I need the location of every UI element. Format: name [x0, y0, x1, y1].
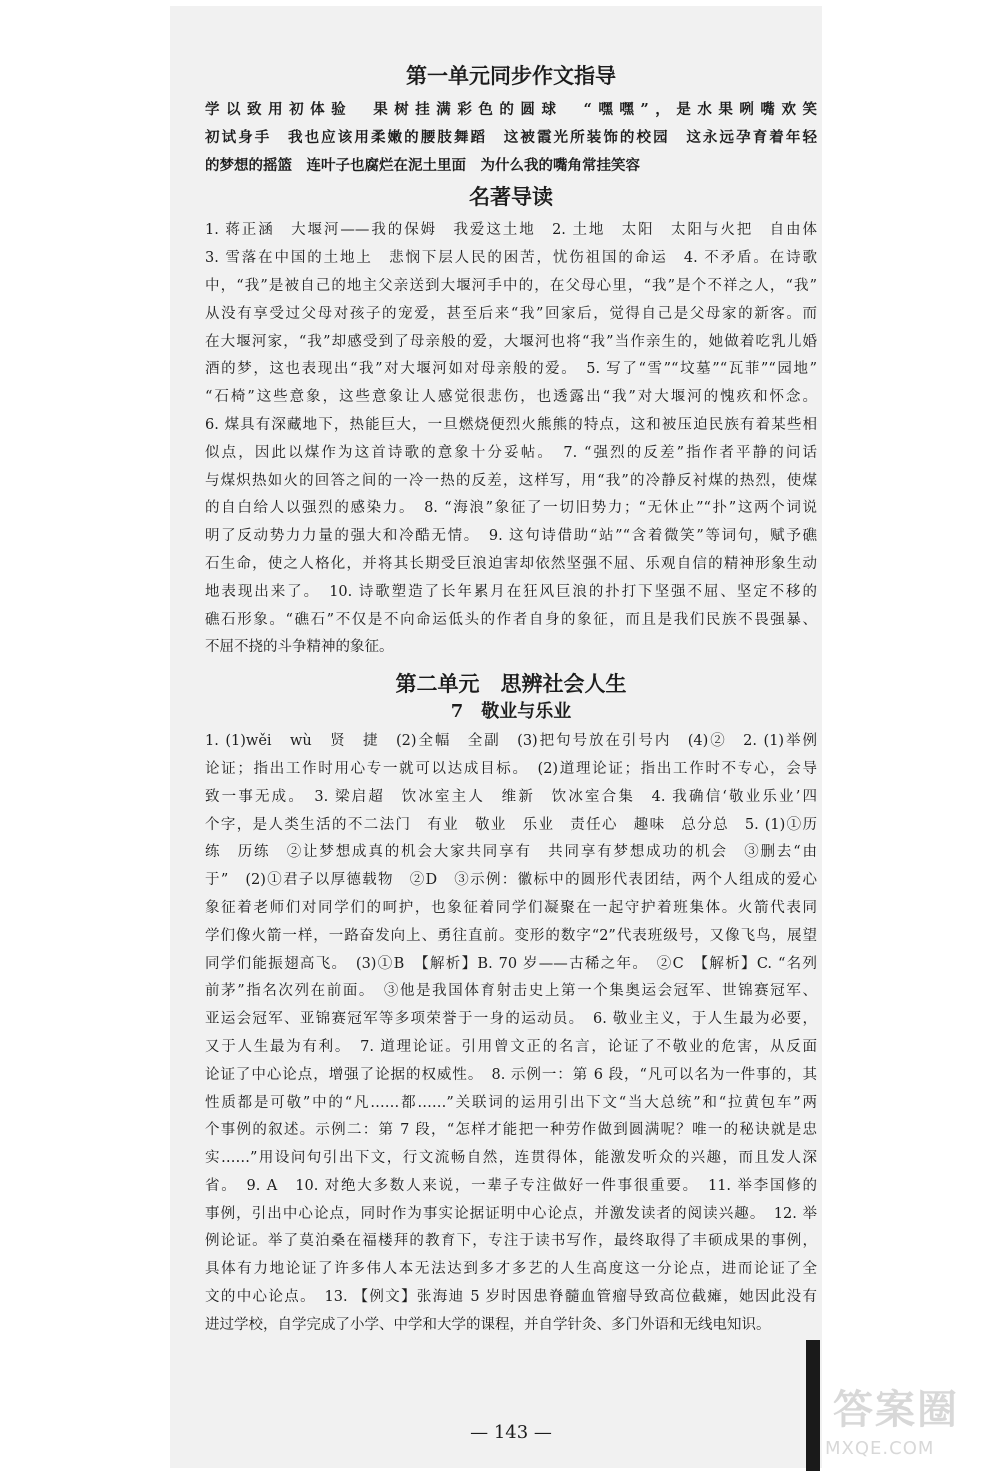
- text-line: 6. 煤具有深藏地下，热能巨大，一旦燃烧便烈火熊熊的特点，这和被压迫民族有着某些相: [205, 416, 817, 433]
- section-title-unit2: 第二单元 思辨社会人生: [395, 671, 627, 697]
- text-line: 致一事无成。 3. 梁启超 饮冰室主人 维新 饮冰室合集 4. 我确信‘敬业乐业’四: [205, 788, 817, 805]
- text-line: 事例，引出中心论点，同时作为事实论据证明中心论点，并激发读者的阅读兴趣。 12. 举: [205, 1205, 817, 1222]
- section-unit1-writing-body: [205, 96, 817, 179]
- watermark-site: MXQE.COM: [825, 1438, 935, 1459]
- text-line: 进过学校，自学完成了小学、中学和大学的课程，并自学针灸、多门外语和无线电知识。: [205, 1316, 771, 1333]
- text-line: 酒的梦，这也表现出“我”对大堰河如对母亲般的爱。 5. 写了“雪”“坟墓”“瓦菲”“园地”: [205, 361, 817, 378]
- text-line: “石椅”这些意象，这些意象让人感觉很悲伤，也透露出“我”对大堰河的愧疚和怀念。: [205, 389, 817, 406]
- text-line: 个事例的叙述。示例二：第 7 段，“怎样才能把一种劳作做到圆满呢？唯一的秘诀就是忠: [205, 1122, 817, 1139]
- text-line: 象征着老师们对同学们的呵护，也象征着同学们凝聚在一起守护着班集体。火箭代表同: [205, 899, 817, 916]
- text-line: 明了反动势力力量的强大和冷酷无情。 9. 这句诗借助“站”“含着微笑”等词句，赋予礁: [205, 528, 817, 545]
- watermark-logo: [825, 1378, 1000, 1464]
- text-line: 同学们能振翅高飞。 (3)①B 【解析】B. 70 岁——古稀之年。 ②C 【解析】C. “名列: [205, 955, 817, 972]
- text-line: 3. 雪落在中国的土地上 悲悯下层人民的困苦，忧伤祖国的命运 4. 不矛盾。在诗歌: [205, 250, 817, 267]
- section-classics-body: [205, 217, 817, 662]
- text-line: 文的中心论点。 13. 【例文】张海迪 5 岁时因患脊髓血管瘤导致高位截瘫，她因此没有: [205, 1289, 817, 1306]
- text-line: 论证了中心论点，增强了论据的权威性。 8. 示例一：第 6 段，“凡可以名为一件事的，其: [205, 1066, 817, 1083]
- text-line: 1. (1)wěi wù 贤 捷 (2)全幅 全副 (3)把句号放在引号内 (4)② 2. (1)举例: [205, 733, 817, 750]
- text-line: 似点，因此以煤作为这首诗歌的意象十分妥帖。 7. “强烈的反差”指作者平静的问话: [205, 444, 817, 461]
- text-line: 练 历练 ②让梦想成真的机会大家共同享有 共同享有梦想成功的机会 ③删去“由: [205, 844, 817, 861]
- text-line: 的自白给人以强烈的感染力。 8. “海浪”象征了一切旧势力；“无休止”“扑”这两个词说: [205, 500, 817, 517]
- text-line: 论证；指出工作时用心专一就可以达成目标。 (2)道理论证；指出工作时不专心，会导: [205, 760, 817, 777]
- text-line: 石生命，使之人格化，并将其长期受巨浪迫害却依然坚强不屈、乐观自信的精神形象生动: [205, 555, 817, 572]
- text-line: 实……”用设问句引出下文，行文流畅自然，连贯得体，能激发听众的兴趣，而且发人深: [205, 1150, 817, 1167]
- text-line: 学们像火箭一样，一路奋发向上、勇往直前。变形的数字“2”代表班级号，又像飞鸟，展望: [205, 927, 817, 944]
- text-line: 性质都是可敬”中的“凡……都……”关联词的运用引出下文“当大总统”和“拉黄包车”两: [205, 1094, 817, 1111]
- text-line: 个字，是人类生活的不二法门 有业 敬业 乐业 责任心 趣味 总分总 5. (1)①历: [205, 816, 817, 833]
- text-line: 前茅”指名次列在前面。 ③他是我国体育射击史上第一个集奥运会冠军、世锦赛冠军、: [205, 983, 817, 1000]
- section-title-unit1-writing: 第一单元同步作文指导: [406, 63, 616, 88]
- text-line: 初试身手 我也应该用柔嫩的腰肢舞蹈 这被霞光所装饰的校园 这永远孕育着年轻: [205, 128, 817, 146]
- text-line: 学以致用初体验 果树挂满彩色的圆球 “嘿嘿”，是水果咧嘴欢笑: [205, 101, 817, 118]
- page-number: — 143 —: [470, 1422, 552, 1443]
- text-line: 1. 蒋正涵 大堰河——我的保姆 我爱这土地 2. 土地 太阳 太阳与火把 自由体: [205, 222, 817, 239]
- page-content: [205, 62, 817, 1340]
- text-line: 中，“我”是被自己的地主父亲送到大堰河手中的，在父母心里，“我”是个不祥之人，“我”: [205, 277, 817, 294]
- page-edge-shadow: [806, 1340, 820, 1471]
- text-line: 亚运会冠军、亚锦赛冠军等多项荣誉于一身的运动员。 6. 敬业主义，于人生最为必要，: [205, 1011, 817, 1028]
- watermark-logo-text: 答案圈: [833, 1387, 959, 1433]
- text-line: 具体有力地论证了许多伟人本无法达到多才多艺的人生高度这一分论点，进而论证了全: [205, 1261, 817, 1278]
- lesson-title: 7 敬业与乐业: [450, 701, 572, 723]
- text-line: 礁石形象。“礁石”不仅是不向命运低头的作者自身的象征，而且是我们民族不畏强暴、: [205, 611, 817, 628]
- text-line: 省。 9. A 10. 对绝大多数人来说，一辈子专注做好一件事很重要。 11. 举李国修的: [205, 1177, 817, 1194]
- text-line: 于” (2)①君子以厚德载物 ②D ③示例：徽标中的圆形代表团结，两个人组成的爱心: [205, 872, 817, 889]
- text-line: 地表现出来了。 10. 诗歌塑造了长年累月在狂风巨浪的扑打下坚强不屈、坚定不移的: [205, 583, 817, 600]
- text-line: 例论证。举了莫泊桑在福楼拜的教育下，专注于读书写作，最终取得了丰硕成果的事例，: [205, 1233, 817, 1250]
- text-line: 与煤炽热如火的回答之间的一冷一热的反差，这样写，用“我”的冷静反衬煤的热烈，使煤: [205, 472, 817, 489]
- text-line: 从没有享受过父母对孩子的宠爱，甚至后来“我”回家后，觉得自己是父母家的新客。而: [205, 305, 817, 322]
- section-lesson7-body: [205, 728, 817, 1340]
- text-line: 在大堰河家，“我”却感受到了母亲般的爱，大堰河也将“我”当作亲生的，她做着吃乳儿婚: [205, 333, 817, 350]
- text-line: 又于人生最为有利。 7. 道理论证。引用曾文正的名言，论证了不敬业的危害，从反面: [205, 1038, 817, 1055]
- text-line: 不屈不挠的斗争精神的象征。: [205, 639, 394, 656]
- section-title-classics: 名著导读: [469, 184, 553, 210]
- text-line: 的梦想的摇篮 连叶子也腐烂在泥土里面 为什么我的嘴角常挂笑容: [205, 156, 640, 174]
